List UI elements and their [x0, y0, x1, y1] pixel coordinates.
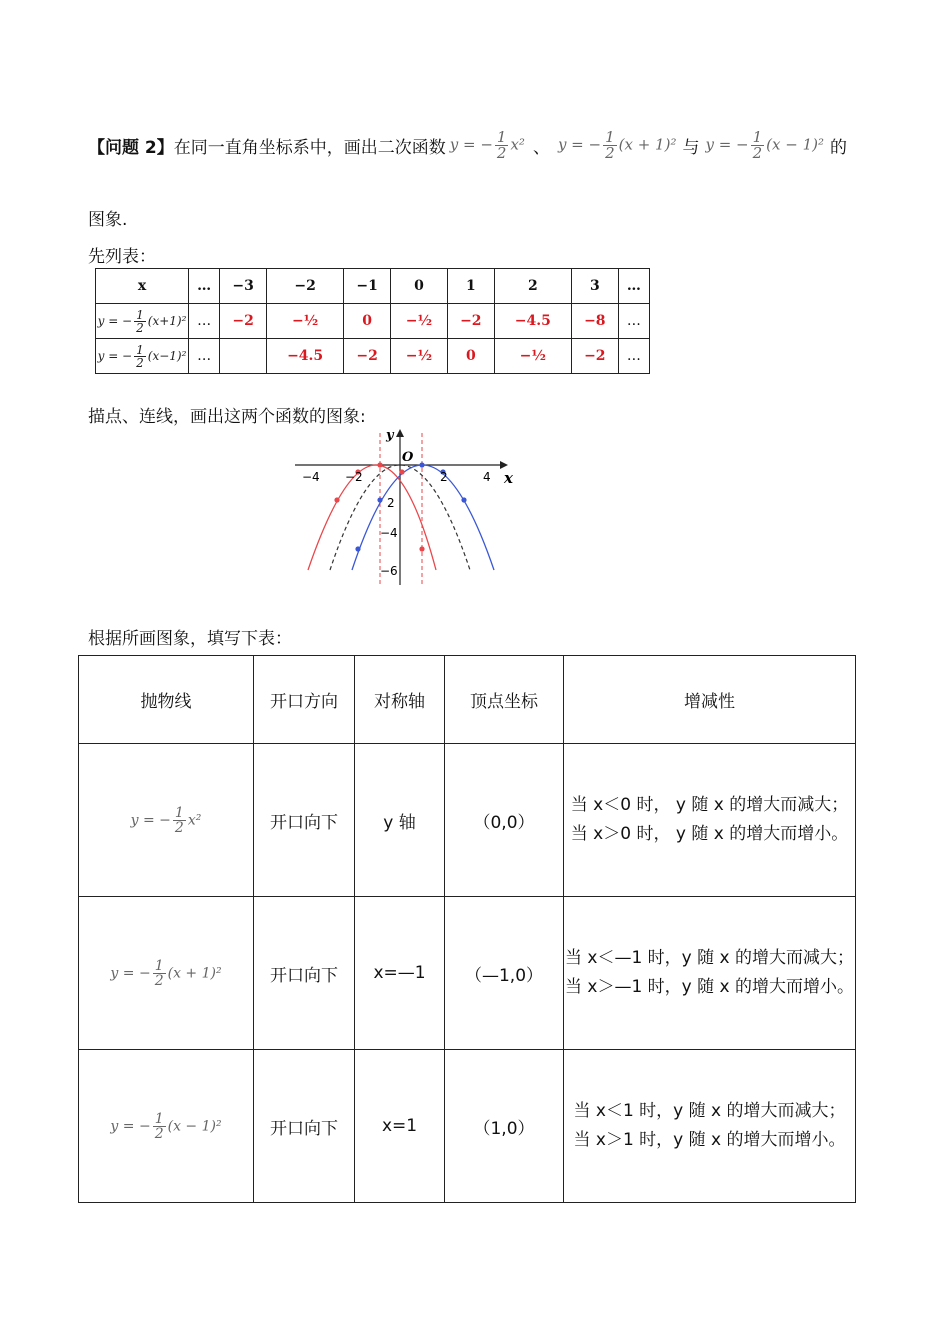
problem-statement — [88, 120, 868, 170]
properties-table — [78, 655, 856, 1203]
vertex: （—1,0） — [445, 897, 564, 1050]
point-blue — [377, 497, 382, 502]
header-cell: 1 — [447, 269, 494, 304]
table-cell: … — [189, 304, 220, 339]
table-cell: −2 — [344, 339, 391, 374]
point-red — [399, 469, 404, 474]
monotonicity-line: 当 x＜—1 时，y 随 x 的增大而减大； — [564, 948, 855, 969]
row-label: y = − $\frac{1}{2}$ (x−1)² — [96, 339, 189, 374]
symmetry-axis: x=1 — [355, 1050, 445, 1203]
point-blue — [355, 546, 360, 551]
origin-label: O — [402, 450, 414, 465]
header-cell: 增减性 — [564, 656, 856, 744]
y-tick-label: −6 — [380, 564, 398, 578]
table-cell: 0 — [447, 339, 494, 374]
monotonicity-line: 当 x＞—1 时，y 随 x 的增大而增小。 — [564, 977, 855, 997]
header-cell: 顶点坐标 — [445, 656, 564, 744]
header-cell: … — [189, 269, 220, 304]
point-blue — [419, 462, 424, 467]
point-blue — [461, 497, 466, 502]
y-tick-label: 2 — [387, 496, 395, 510]
header-cell: x — [96, 269, 189, 304]
table-cell: −4.5 — [267, 339, 344, 374]
vertex: （1,0） — [445, 1050, 564, 1203]
symmetry-axis: y 轴 — [355, 744, 445, 897]
monotonicity-line: 当 x＜1 时，y 随 x 的增大而减大； — [573, 1101, 846, 1122]
value-table-header — [96, 269, 650, 304]
table-row — [96, 339, 650, 374]
y-axis-label: y — [386, 428, 394, 443]
header-cell: 对称轴 — [355, 656, 445, 744]
x-tick-label: 4 — [483, 470, 491, 484]
problem-text: 在同一直角坐标系中，画出二次函数 — [173, 137, 446, 158]
table-row — [79, 1050, 856, 1203]
opening-direction: 开口向下 — [254, 897, 355, 1050]
opening-direction: 开口向下 — [254, 1050, 355, 1203]
table-cell — [220, 339, 267, 374]
header-cell: 3 — [571, 269, 618, 304]
table-row — [96, 304, 650, 339]
table-cell: −4.5 — [494, 304, 571, 339]
table-cell: −½ — [267, 304, 344, 339]
row-label: y = − $\frac{1}{2}$ (x+1)² — [96, 304, 189, 339]
header-cell: −3 — [220, 269, 267, 304]
table-cell: −2 — [447, 304, 494, 339]
monotonicity — [564, 744, 856, 897]
y-axis-arrow — [396, 429, 404, 437]
header-cell: 0 — [391, 269, 448, 304]
x-tick-label: −4 — [302, 470, 320, 484]
header-cell: −1 — [344, 269, 391, 304]
monotonicity-line: 当 x＜0 时， y 随 x 的增大而减大； — [570, 795, 849, 816]
header-cell: 抛物线 — [79, 656, 254, 744]
table-cell: … — [189, 339, 220, 374]
problem-line2: 图象. — [88, 210, 128, 230]
parabola-formula: y = − $\frac{1}{2}$ x² — [79, 744, 254, 897]
table-cell: … — [618, 339, 649, 374]
formula-f1: y = − $\frac{1}{2}$ x² — [449, 127, 525, 162]
parabola-formula: y = − $\frac{1}{2}$ (x − 1)² — [79, 1050, 254, 1203]
symmetry-axis: x=—1 — [355, 897, 445, 1050]
header-cell: −2 — [267, 269, 344, 304]
table-cell: −2 — [220, 304, 267, 339]
point-red — [377, 462, 382, 467]
plot-intro: 描点、连线，画出这两个函数的图象: — [88, 407, 366, 427]
formula-f3: y = − $\frac{1}{2}$ (x − 1)² — [705, 127, 824, 162]
vertex: （0,0） — [445, 744, 564, 897]
separator-2: 与 — [682, 137, 700, 158]
table-row — [79, 897, 856, 1050]
monotonicity — [564, 897, 856, 1050]
x-tick-label: 2 — [440, 470, 448, 484]
props-header-row — [79, 656, 856, 744]
fill-intro: 根据所画图象，填写下表： — [88, 629, 292, 649]
point-red — [334, 497, 339, 502]
parabola-graph — [290, 425, 520, 590]
formula-f2: y = − $\frac{1}{2}$ (x + 1)² — [557, 127, 677, 162]
table-cell: −2 — [571, 339, 618, 374]
table-cell: −½ — [391, 304, 448, 339]
separator-1: 、 — [532, 137, 550, 158]
monotonicity-line: 当 x＞0 时， y 随 x 的增大而增小。 — [570, 824, 849, 844]
y-tick-label: −4 — [380, 526, 398, 540]
table-cell: −½ — [391, 339, 448, 374]
monotonicity — [564, 1050, 856, 1203]
header-cell: 2 — [494, 269, 571, 304]
parabola-formula: y = − $\frac{1}{2}$ (x + 1)² — [79, 897, 254, 1050]
value-table — [95, 268, 650, 374]
opening-direction: 开口向下 — [254, 744, 355, 897]
table-cell: −½ — [494, 339, 571, 374]
table-row — [79, 744, 856, 897]
x-axis-arrow — [500, 461, 508, 469]
header-cell: 开口方向 — [254, 656, 355, 744]
header-cell: … — [618, 269, 649, 304]
monotonicity-line: 当 x＞1 时，y 随 x 的增大而增小。 — [573, 1130, 846, 1150]
problem-text-end: 的 — [830, 137, 847, 158]
point-red — [419, 546, 424, 551]
table-cell: −8 — [571, 304, 618, 339]
x-tick-label: −2 — [345, 470, 363, 484]
list-intro: 先列表： — [88, 247, 156, 267]
x-axis-label: x — [504, 469, 513, 487]
problem-label: 【问题 2】 — [88, 137, 174, 158]
table-cell: … — [618, 304, 649, 339]
table-cell: 0 — [344, 304, 391, 339]
